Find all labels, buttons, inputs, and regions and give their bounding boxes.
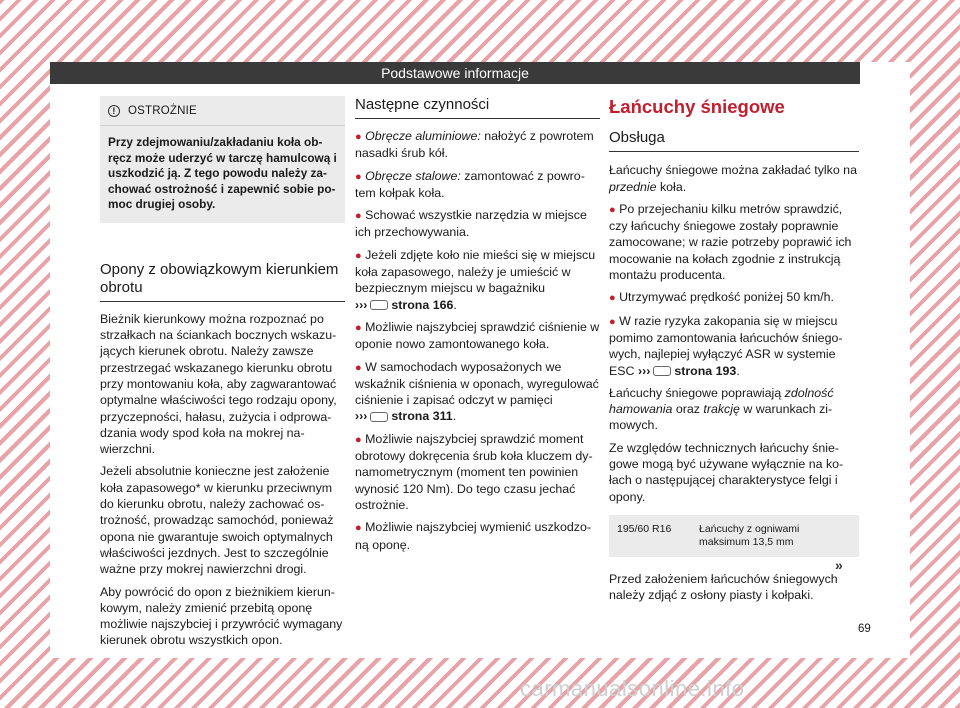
bullet-icon: ● (355, 361, 362, 374)
bullet-icon: ● (355, 321, 362, 334)
column-middle (355, 96, 600, 559)
continue-arrow-icon: » (835, 557, 843, 573)
bullet-icon: ● (355, 131, 362, 143)
warning-icon: ! (108, 105, 120, 117)
bullet-icon: ● (355, 522, 362, 535)
section-title-directional-tyres: Opony z obowiązkowym kierunkiem obrotu (100, 261, 345, 302)
list-item: ● W razie ryzyka zakopania się w miejscu pomimo zamontowania łańcuchów śniegowych, najlepiej wyłączyć ASR w systemie ESC ››› strona 193. (609, 313, 843, 378)
list-item: ● Możliwie najszybciej wymienić uszkodzoną oponę. (355, 520, 591, 552)
column-left (100, 96, 345, 655)
paragraph: Ze względów technicznych łańcuchy śniegowe mogą być używane wyłącznie na kołach o następującej charakterystyce felgi i opony. (609, 440, 844, 504)
bullet-icon: ● (609, 315, 616, 328)
section-title-next-steps: Następne czynności (355, 96, 600, 119)
car-icon (370, 412, 388, 422)
page-number: 69 (858, 623, 871, 635)
warning-text: Przy zdejmowaniu/zakładaniu koła obręcz może uderzyć w tarczę hamulcową i uszkodzić ją. Z tego powodu należy zachować ostrożność i zapewnić sobie pomoc drugiej osoby. (108, 135, 337, 212)
bullet-icon: ● (355, 210, 362, 223)
list-item: ● Możliwie najszybciej sprawdzić moment obrotowy dokręcenia śrub koła kluczem dynamometrycznym (moment ten powinien wynosić 120 Nm). Do tego czasu jechać ostrożnie. (355, 431, 593, 512)
table-cell-size: 195/60 R16 (617, 522, 672, 535)
warning-box (100, 96, 345, 223)
page-reference-link[interactable]: ››› strona 166 (355, 297, 454, 312)
watermark: carmanualsonline.info (520, 676, 745, 701)
list-item: ● Schować wszystkie narzędzia w miejsce ich przechowywania. (355, 208, 587, 240)
bullet-icon: ● (355, 249, 362, 262)
column-right (609, 96, 859, 610)
paragraph: Aby powrócić do opon z bieżnikiem kierunkowym, należy zmienić przebitą oponę możliwie najszybciej i przywrócić wymagany kierunek obrotu wszystkich opon. (100, 584, 343, 648)
list-item: ● Obręcze aluminiowe: nałożyć z powrotem nasadki śrub kół. (355, 129, 594, 161)
paragraph: Przed założeniem łańcuchów śniegowych należy zdjąć z osłony piasty i kołpaki. (609, 571, 838, 603)
chapter-title: Łańcuchy śniegowe (609, 96, 785, 117)
list-item: ● Utrzymywać prędkość poniżej 50 km/h. (609, 290, 834, 305)
tyre-spec-table (609, 515, 859, 557)
car-icon (653, 366, 671, 376)
paragraph: Łańcuchy śniegowe można zakładać tylko na przednie koła. (609, 163, 857, 194)
paragraph: Jeżeli absolutnie konieczne jest założenie koła zapasowego* w kierunku przeciwnym do kierunku obrotu, należy zachować ostrożność, prowadząc samochód, ponieważ opona nie gwarantuje swoich optymalnych właściwości jezdnych. Jest to szczególnie ważne przy mokrej nawierzchni drogi. (100, 464, 334, 577)
list-item: ● Możliwie najszybciej sprawdzić ciśnienie w oponie nowo zamontowanego koła. (355, 319, 600, 352)
page-reference-link[interactable]: ››› strona 193 (637, 363, 737, 378)
bullet-icon: ● (355, 433, 362, 446)
bullet-icon: ● (355, 170, 362, 183)
paragraph: Bieżnik kierunkowy można rozpoznać po strzałkach na ściankach bocznych wskazujących kierunek obrotu. Należy zawsze przestrzegać wskazanego kierunku obrotu przy montowaniu koła, aby zagwarantować optymalne właściwości tego rodzaju opony, przyczepności, hałasu, zużycia i odprowadzania wody spod koła na mokrej nawierzchni. (100, 311, 337, 457)
page-header: Podstawowe informacje (50, 62, 860, 84)
bullet-icon: ● (609, 292, 616, 305)
bullet-icon: ● (609, 203, 616, 216)
page-reference-link[interactable]: ››› strona 311 (355, 409, 453, 424)
paragraph: Łańcuchy śniegowe poprawiają zdolność hamowania oraz trakcję w warunkach zimowych. (609, 385, 834, 433)
car-icon (370, 300, 388, 310)
section-title-operation: Obsługa (609, 127, 859, 152)
list-item: ● Obręcze stalowe: zamontować z powrotem kołpak koła. (355, 168, 585, 200)
table-cell-chains: Łańcuchy z ogniwami maksimum 13,5 mm (699, 522, 800, 548)
list-item: ● W samochodach wyposażonych we wskaźnik ciśnienia w oponach, wyregulować ciśnienie i zapisać odczyt w pamięci ››› strona 311. (355, 359, 599, 424)
list-item: ● Po przejechaniu kilku metrów sprawdzić, czy łańcuchy śniegowe zostały poprawnie zamocowane; w razie potrzeby poprawić ich mocowanie na kołach zgodnie z instrukcją montażu producenta. (609, 201, 852, 283)
list-item: ● Jeżeli zdjęte koło nie mieści się w miejscu koła zapasowego, należy je umieścić w bezpiecznym miejscu w bagażniku ››› strona 166. (355, 247, 596, 312)
warning-title: OSTROŻNIE (128, 105, 197, 117)
